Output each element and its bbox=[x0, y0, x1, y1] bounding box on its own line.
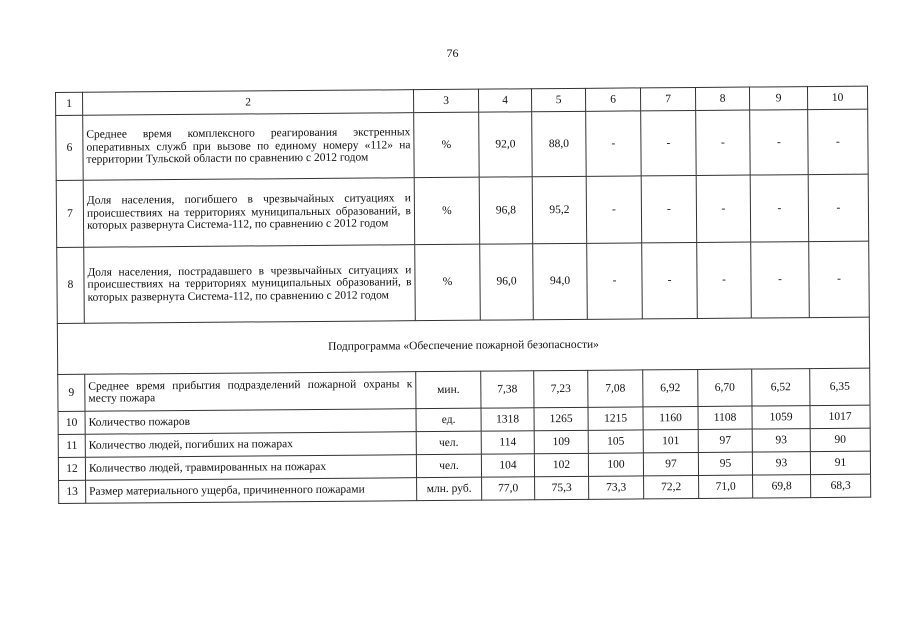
value-cell: - bbox=[586, 111, 642, 176]
value-cell: 6,92 bbox=[643, 369, 698, 406]
value-cell: 75,3 bbox=[535, 476, 589, 499]
value-cell: - bbox=[808, 174, 869, 241]
column-number-header: 9 bbox=[749, 87, 807, 110]
column-number-header: 8 bbox=[695, 87, 749, 110]
value-cell: 90 bbox=[810, 428, 870, 451]
value-cell: 91 bbox=[810, 451, 870, 474]
value-cell: - bbox=[642, 242, 698, 318]
unit-cell: чел. bbox=[416, 431, 481, 455]
unit-cell: % bbox=[414, 112, 480, 178]
unit-cell: млн. руб. bbox=[417, 477, 482, 501]
value-cell: - bbox=[641, 110, 697, 175]
value-cell: 93 bbox=[752, 429, 810, 452]
value-cell: 97 bbox=[643, 452, 698, 475]
row-number: 11 bbox=[58, 434, 85, 457]
value-cell: - bbox=[586, 176, 642, 243]
value-cell: - bbox=[696, 175, 751, 242]
value-cell: 7,38 bbox=[481, 371, 534, 408]
indicator-description: Размер материального ущерба, причиненного пожарами bbox=[86, 478, 417, 504]
value-cell: - bbox=[696, 110, 751, 175]
value-cell: 73,3 bbox=[589, 476, 644, 499]
unit-cell: % bbox=[415, 244, 481, 321]
value-cell: - bbox=[641, 175, 697, 242]
indicator-description: Среднее время комплексного реагирования экстренных оперативных служб при вызове по единому номеру «112» на территории Тульской области по сравнению с 2012 годом bbox=[83, 113, 415, 181]
indicator-description: Доля населения, погибшего в чрезвычайных ситуациях и происшествиях на территориях муниципальных образований, в которых развернута Система-112, по сравнению с 2012 годом bbox=[83, 178, 415, 248]
subprogram-row bbox=[57, 317, 869, 374]
unit-cell: чел. bbox=[416, 454, 481, 478]
row-number: 12 bbox=[58, 457, 85, 480]
indicator-description: Количество людей, погибших на пожарах bbox=[85, 432, 416, 458]
indicator-description: Количество пожаров bbox=[85, 409, 416, 435]
value-cell: 1017 bbox=[810, 405, 870, 428]
row-number: 6 bbox=[56, 115, 84, 180]
value-cell: - bbox=[697, 242, 752, 318]
row-number: 8 bbox=[57, 247, 85, 323]
value-cell: 77,0 bbox=[482, 477, 535, 500]
unit-cell: мин. bbox=[416, 371, 481, 409]
page-number: 76 bbox=[446, 46, 459, 60]
table-row bbox=[56, 174, 869, 247]
column-number-header: 2 bbox=[83, 90, 414, 116]
value-cell: 109 bbox=[534, 430, 588, 453]
unit-cell: % bbox=[414, 177, 480, 245]
value-cell: 88,0 bbox=[532, 111, 587, 176]
value-cell: 95 bbox=[698, 452, 752, 475]
value-cell: 7,08 bbox=[588, 370, 643, 407]
value-cell: 1215 bbox=[588, 407, 643, 430]
unit-cell: ед. bbox=[416, 408, 481, 432]
value-cell: - bbox=[587, 243, 643, 319]
column-number-header: 7 bbox=[640, 87, 695, 110]
value-cell: 6,35 bbox=[810, 368, 870, 405]
value-cell: 1160 bbox=[643, 406, 698, 429]
column-number-header: 3 bbox=[413, 89, 478, 113]
column-number-header: 4 bbox=[478, 89, 531, 112]
subprogram-title: Подпрограмма «Обеспечение пожарной безопасности» bbox=[57, 317, 869, 374]
indicator-description: Среднее время прибытия подразделений пожарной охраны к месту пожара bbox=[85, 372, 416, 412]
value-cell: 92,0 bbox=[479, 112, 533, 177]
table-row bbox=[58, 368, 870, 411]
value-cell: 1265 bbox=[534, 407, 588, 430]
value-cell: 7,23 bbox=[534, 370, 588, 407]
value-cell: 101 bbox=[643, 429, 698, 452]
row-number: 7 bbox=[56, 180, 84, 247]
value-cell: - bbox=[809, 241, 870, 317]
column-number-header: 6 bbox=[585, 88, 640, 111]
indicator-description: Доля населения, пострадавшего в чрезвычайных ситуациях и происшествиях на территориях муниципальных образований, в которых развернута Система-112, по сравнению с 2012 годом bbox=[84, 245, 416, 324]
value-cell: 105 bbox=[588, 430, 643, 453]
value-cell: - bbox=[750, 110, 809, 175]
value-cell: 102 bbox=[534, 453, 588, 476]
table-row bbox=[56, 109, 868, 180]
value-cell: 96,8 bbox=[479, 177, 533, 244]
value-cell: 114 bbox=[481, 431, 534, 454]
value-cell: 97 bbox=[698, 429, 752, 452]
value-cell: 104 bbox=[481, 454, 534, 477]
value-cell: 1318 bbox=[481, 408, 534, 431]
row-number: 13 bbox=[59, 480, 86, 503]
row-number: 10 bbox=[58, 411, 85, 434]
value-cell: 94,0 bbox=[533, 243, 588, 319]
row-number: 9 bbox=[58, 374, 85, 411]
value-cell: 68,3 bbox=[811, 474, 871, 497]
value-cell: 100 bbox=[588, 453, 643, 476]
indicator-description: Количество людей, травмированных на пожарах bbox=[85, 455, 416, 481]
table-row bbox=[57, 241, 870, 323]
value-cell: 6,70 bbox=[698, 369, 752, 406]
value-cell: 6,52 bbox=[752, 369, 810, 406]
value-cell: 71,0 bbox=[699, 475, 753, 498]
value-cell: - bbox=[808, 109, 869, 174]
value-cell: - bbox=[751, 242, 810, 318]
column-number-header: 5 bbox=[531, 88, 585, 111]
column-number-header: 1 bbox=[56, 92, 83, 115]
value-cell: 1059 bbox=[752, 406, 810, 429]
value-cell: 69,8 bbox=[753, 475, 811, 498]
value-cell: 1108 bbox=[698, 406, 752, 429]
indicators-table bbox=[55, 86, 871, 504]
column-number-header: 10 bbox=[807, 86, 867, 109]
value-cell: 96,0 bbox=[480, 244, 534, 320]
value-cell: 72,2 bbox=[644, 475, 699, 498]
value-cell: 95,2 bbox=[532, 176, 587, 243]
value-cell: - bbox=[750, 175, 809, 242]
value-cell: 93 bbox=[752, 452, 810, 475]
